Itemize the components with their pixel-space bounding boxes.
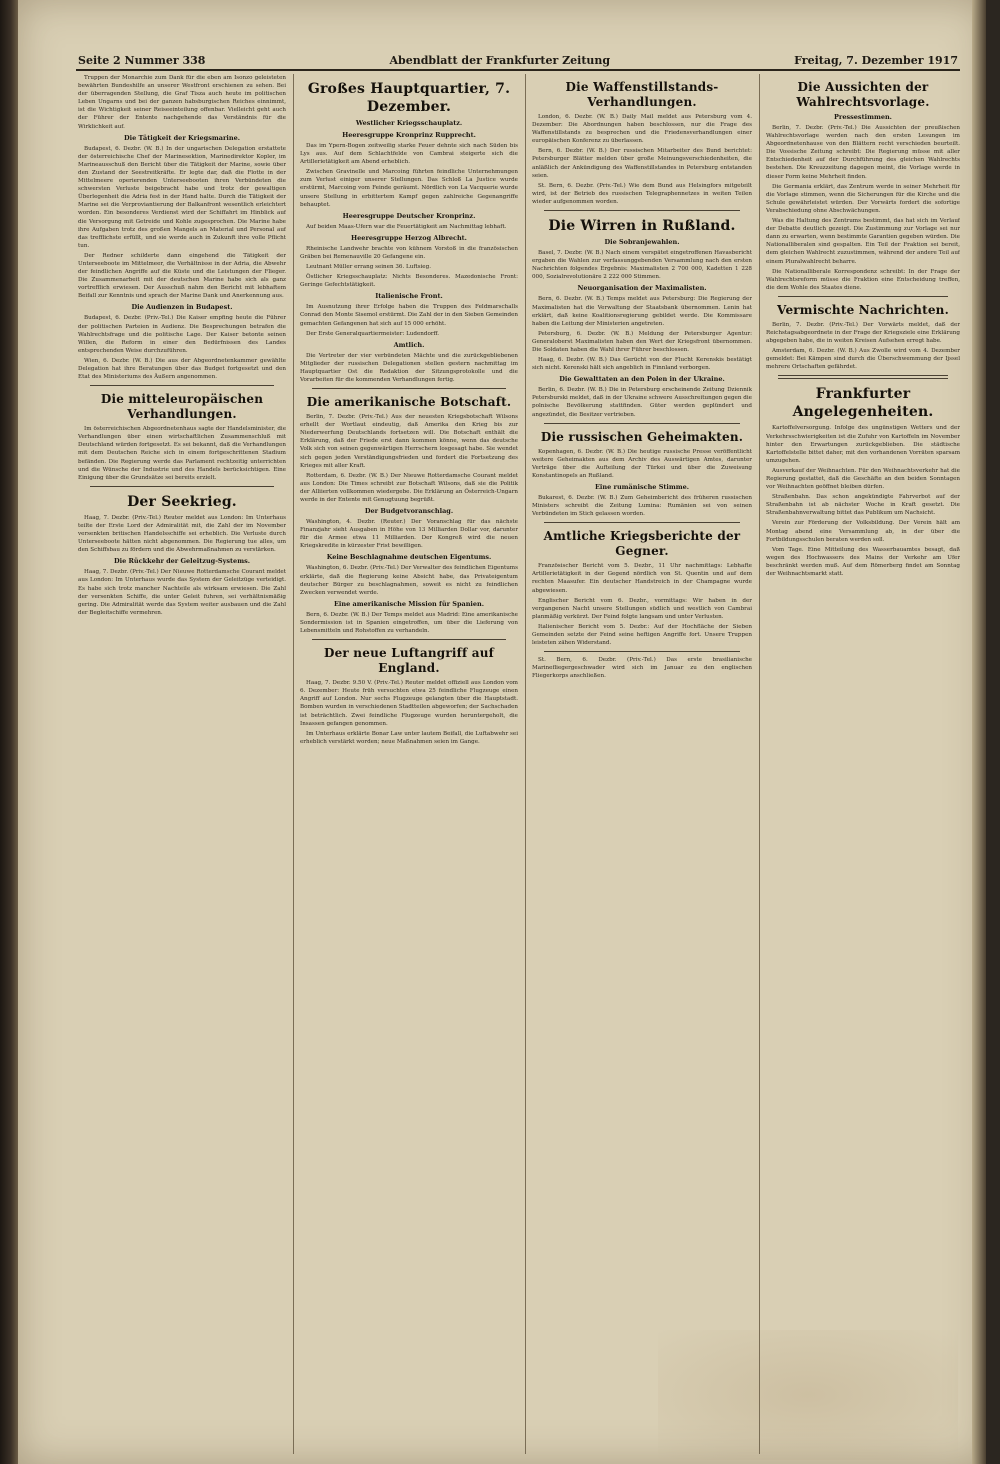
article-text: Haag, 7. Dezbr. 9.50 V. (Priv.-Tel.) Reuter meldet offiziell aus London vom 6. Dezember: Heute früh versuchten etwa 25 feindliche Flugzeuge einen Angriff auf London. Nur sechs Flugzeuge gelangten über die Hauptstadt. Bomben wurden in verschiedenen Stadtteilen abgeworfen; der Sachschaden ist beträchtlich. Zwei feindliche Flugzeuge wurden heruntergeholt, die Insassen gefangen genommen. [300,680,518,727]
article-text: Östlicher Kriegsschauplatz: Nichts Besonderes. Mazedonische Front: Geringe Gefechtstätigkeit. [300,274,518,289]
subheading: Heeresgruppe Herzog Albrecht. [351,233,467,242]
subheading: Die Rückkehr der Geleitzug-Systems. [113,557,250,566]
article-text: Petersburg, 6. Dezbr. (W. B.) Meldung der Petersburger Agentur: Generaloberst Maximalisten haben den Wert der Kriegsfront übernommen. Die Soldaten haben die Wahl ihrer Führer beschlossen. [532,330,752,353]
section-heading: Der Seekrieg. [127,493,237,510]
subheading: Die Audienzen in Budapest. [131,303,233,312]
article-text: Bern, 6. Dezbr. (W. B.) Temps meldet aus Petersburg: Die Regierung der Maximalisten hat die Verwaltung der Staatsbank übernommen. Lenin hat erklärt, daß keine Koalitionsregierung gebildet werde. Die Kommissare haben die Leitung der Ministerien angetreten. [532,296,752,327]
article-text: Kopenhagen, 6. Dezbr. (W. B.) Die heutige russische Presse veröffentlicht weitere Geheimakten aus dem Archiv des Auswärtigen Amtes, darunter Verträge über die Aufteilung der Türkei und über die Zuweisung Konstantinopels an Rußland. [532,448,752,479]
section-heading: Die Wirren in Rußland. [548,218,736,235]
article-text: Haag, 6. Dezbr. (W. B.) Das Gerücht von der Flucht Kerenskis bestätigt sich nicht. Kerenski hält sich angeblich in Finnland verborgen. [532,357,752,372]
column-3 [532,74,752,1454]
article-text: Truppen der Monarchie zum Dank für die eben am Isonzo geleisteten bewährten Bundeshilfe an unserer Westfront erschienen zu sehen. Bei der überragenden Stellung, die Graf Tisza auch heute im politischen Leben Ungarns und bei der ganzen habsburgischen Reiches einnimmt, ist die Wichtigkeit seiner Reiseeinteilung offenbar. Vielleicht geht auch der Führer der Entente nachgehende das Verständnis für die Wirklichkeit auf. [78,75,286,130]
article-text: Englischer Bericht vom 6. Dezbr., vormittags: Wir haben in der vergangenen Nacht unsere Stellungen südlich und westlich von Cambrai planmäßig verkürzt. Der Feind folgte langsam und unter Verlusten. [532,597,752,620]
newspaper-title: Abendblatt der Frankfurter Zeitung [389,53,611,67]
book-binding [0,0,18,1464]
article-text: Zwischen Gravinelle und Marcoing führten feindliche Unternehmungen zum Verlust einiger unserer Stellungen. Das Schloß La Justice wurde erstürmt, Marcoing vom Feinde geräumt. Nördlich von La Vacquerie wurde unsere Stellung in erbittertem Kampf gegen zahlreiche Gegenangriffe behauptet. [300,169,518,208]
subheading: Pressestimmen. [834,113,892,121]
article-text: Was die Haltung des Zentrums bestimmt, das hat sich im Verlauf der Debatte deutlich gezeigt. Die Zustimmung zur Vorlage sei nur dann zu erwarten, wenn bestimmte Garantien gegeben würden. Die Nationalliberalen sind gespalten. Ein Teil der Fraktion sei bereit, dem gleichen Wahlrecht zuzustimmen, während der andere Teil auf einem Pluralwahlrecht beharre. [766,218,960,265]
subheading: Heeresgruppe Deutscher Kronprinz. [342,211,476,220]
section-heading: Die russischen Geheimakten. [540,429,744,444]
column-divider [759,74,760,1454]
page-edge [972,0,986,1464]
column-4 [766,74,960,1454]
column-divider [525,74,526,1454]
article-text: Berlin, 7. Dezbr. (Priv.-Tel.) Der Vorwärts meldet, daß der Reichstagsabgeordnete in der Frage der Kriegsziele eine Erklärung abgegeben habe, die in weiten Kreisen Aufsehen erregt habe. [766,321,960,345]
article-text: Die Germania erklärt, das Zentrum werde in seiner Mehrheit für die Vorlage stimmen, wenn die Sicherungen für die Kirche und die Schule gewährleistet würden. Der Vorwärts fordert die sofortige Verabschiedung ohne Abschwächungen. [766,183,960,214]
article-text: Die Nationalliberale Korrespondenz schreibt: In der Frage der Wahlrechtsreform müsse die Fraktion eine Entscheidung treffen, die dem Wohle des Staates diene. [766,268,960,291]
section-heading: Frankfurter Angelegenheiten. [792,386,934,421]
section-heading: Der neue Luftangriff auf England. [323,646,495,676]
article-text: Bukarest, 6. Dezbr. (W. B.) Zum Geheimbericht des früheren russischen Ministers schreibt die Zeitung Lumina: Rumänien sei von seinen Verbündeten im Stich gelassen worden. [532,495,752,518]
column-2 [300,74,518,1454]
masthead-rule [76,69,960,71]
section-heading: Die Aussichten der Wahlrechtsvorlage. [796,80,930,109]
article-text: Washington, 4. Dezbr. (Reuter.) Der Voranschlag für das nächste Finanzjahr sieht Ausgaben in Höhe von 13 Milliarden Dollar vor, darunter für die Armee etwa 11 Milliarden. Der Kongreß wird die neuen Kriegskredite in kürzester Frist bewilligen. [300,519,518,550]
article-text: Berlin, 6. Dezbr. (W. B.) Die in Petersburg erscheinende Zeitung Dziennik Petersburski meldet, daß in der Ukraine schwere Ausschreitungen gegen die polnische Bevölkerung stattfinden. Güter werden geplündert und angezündet, die Besitzer vertrieben. [532,387,752,418]
article-text: Bern, 6. Dezbr. (W. B.) Der Temps meldet aus Madrid: Eine amerikanische Sondermission ist in Spanien eingetroffen, um über die Lieferung von Lebensmitteln und Rohstoffen zu verhandeln. [300,611,518,635]
section-heading: Die amerikanische Botschaft. [306,395,512,410]
article-text: Die Vertreter der vier verbündeten Mächte und die zurückgebliebenen Mitglieder der russischen Delegationen stellen gestern nachmittag im Hauptquartier Ost die Redaktion der Sitzungsprotokolle und die Vorarbeiten für die kommenden Verhandlungen fertig. [300,352,518,383]
section-heading: Amtliche Kriegsberichte der Gegner. [543,529,741,559]
subheading: Die Sobranjewahlen. [604,238,680,247]
subheading: Die Gewalttaten an den Polen in der Ukraine. [559,375,725,384]
article-text: Ausverkauf der Weihnachten. Für den Weihnachtsverkehr hat die Regierung gestattet, daß die Geschäfte an den beiden Sonntagen vor Weihnachten geöffnet bleiben dürfen. [766,467,960,491]
subheading: Amtlich. [393,340,425,349]
article-text: Basel, 7. Dezbr. (W. B.) Nach einem verspätet eingetroffenen Havasbericht ergaben die Wahlen zur verfassunggebenden Versammlung nach den ersten Nachrichten folgendes Ergebnis: Maximalisten 2 700 000, Kadetten 1 228 000, Sozialrevolutionäre 2 222 000 Stimmen. [532,250,752,281]
section-rule [544,423,740,424]
article-text: Rheinische Landwehr brachte von kühnem Vorstoß in die französischen Gräben bei Remenauville 20 Gefangene ein. [300,245,518,260]
section-rule [778,375,948,379]
article-text: Auf beiden Maas-Ufern war die Feuertätigkeit am Nachmittag lebhaft. [306,223,507,230]
section-rule [312,639,506,640]
article-text: Französischer Bericht vom 5. Dezbr., 11 Uhr nachmittags: Lebhafte Artillerietätigkeit in der Gegend nördlich von St. Quentin und auf dem rechten Maasufer. Ein deutscher Handstreich in der Champagne wurde abgewiesen. [532,563,752,594]
subheading: Eine rumänische Stimme. [594,483,690,491]
page-number: Seite 2 Nummer 338 [78,53,206,67]
article-text: St. Bern, 6. Dezbr. (Priv.-Tel.) Das erste brasilianische Marinefliegergeschwader wird sich im Januar zu den englischen Fliegerkorps anschließen. [532,657,752,680]
subheading: Neuorganisation der Maximalisten. [577,284,707,293]
article-text: Bern, 6. Dezbr. (W. B.) Der russischen Mitarbeiter des Bund berichtet: Petersburger Blätter melden über große Meinungsverschiedenheiten, die anläßlich der Ankündigung des Waffenstillstandes in Petersburg entstanden seien. [532,148,752,179]
section-rule [312,388,506,389]
article-text: Haag, 7. Dezbr. (Priv.-Tel.) Reuter meldet aus London: Im Unterhaus teilte der Erste Lord der Admiralität mit, die Zahl der im November versenkten britischen Handelsschiffe sei erheblich. Die Verluste durch Unterseeboote hätten nicht abgenommen. Die Regierung tue alles, um den Schiffsbau zu fördern und die Abwehrmaßnahmen zu verstärken. [78,514,286,554]
article-text: Leutnant Müller errang seinen 36. Luftsieg. [306,264,431,271]
article-text: Der Erste Generalquartiermeister: Ludendorff. [306,330,440,337]
article-text: Berlin, 7. Dezbr. (Priv.-Tel.) Die Aussichten der preußischen Wahlrechtsvorlage werden nach den ersten Lesungen im Abgeordnetenhause von den Blättern recht verschieden beurteilt. Die Vossische Zeitung schreibt: Die Regierung müsse mit aller Entschiedenheit auf der Durchführung des gleichen Wahlrechts bestehen. Die Kreuzzeitung dagegen meint, die Vorlage werde in dieser Form keine Mehrheit finden. [766,125,960,180]
article-text: Budapest, 6. Dezbr. (W. B.) In der ungarischen Delegation erstattete der österreichische Chef der Marinesektion, Marinedirektor Kopler, im Marineausschuß den Bericht über die Tätigkeit der Marine, sowie über den Zustand der Seestreitkräfte. Er legte dar, daß die Flotte in der Mittelmeere operierenden Unterseebooten ihren Verbündeten die schwersten Verluste beigebracht habe und trotz der gewaltigen Überlegenheit die Adria fest in der Hand halte. Durch die Tätigkeit der Marine sei die Verproviantierung der Balkanfront wesentlich erleichtert worden. Ein besonderes Verdienst wird der Schiffahrt im Hinblick auf die Versorgung mit Getreide und Kohle zugesprochen. Die Marine habe ihre Aufgaben trotz des großen Mangels an Material und Personal auf das trefflichste erfüllt, und sie werde auch in Zukunft ihre volle Pflicht tun. [78,145,286,249]
article-text: Berlin, 7. Dezbr. (Priv.-Tel.) Aus der neuesten Kriegsbotschaft Wilsons erhellt der Wortlaut eindeutig, daß Amerika den Krieg bis zur Niederwerfung Deutschlands fortsetzen will. Die Botschaft enthält die Erklärung, daß der Friede erst dann kommen könne, wenn das deutsche Volk sich von seinen gegenwärtigen Herrschern losgesagt habe. Sie wendet sich gegen jeden Verständigungsfrieden und fordert die Fortsetzung des Krieges mit aller Kraft. [300,414,518,469]
article-text: Vom Tage. Eine Mitteilung des Wasserbauamtes besagt, daß wegen des Hochwassers des Mains der Verkehr am Ufer beschränkt werden muß. Auf dem Römerberg findet am Sonntag der Weihnachtsmarkt statt. [766,546,960,578]
article-text: Straßenbahn. Das schon angekündigte Fahrverbot auf der Straßenbahn ist ab nächster Woche in Kraft gesetzt. Die Straßenbahnverwaltung bittet das Publikum um Nachsicht. [766,494,960,517]
section-rule [778,296,948,297]
section-rule [90,486,274,487]
article-text: Italienischer Bericht vom 5. Dezbr.: Auf der Hochfläche der Sieben Gemeinden setzte der Feind seine heftigen Angriffe fort. Unsere Truppen leisteten zähen Widerstand. [532,623,752,647]
article-text: St. Bern, 6. Dezbr. (Priv.-Tel.) Wie dem Bund aus Helsingfors mitgeteilt wird, ist der Betrieb des russischen Telegraphennetzes in weiten Teilen wieder aufgenommen worden. [532,182,752,205]
article-text: London, 6. Dezbr. (W. B.) Daily Mail meldet aus Petersburg vom 4. Dezember: Die Abordnungen haben beschlossen, nur die Frage des Waffenstillstands zu besprechen und die Friedensverhandlungen einer europäischen Konferenz zu überlassen. [532,114,752,145]
article-text: Der Redner schilderte dann eingehend die Tätigkeit der Unterseeboote im Mittelmeer, die Verhältnisse in der Adria, die Abwehr der feindlichen Angriffe auf die Küste und die Leistungen der Flieger. Die Zusammenarbeit mit der deutschen Marine habe sich als ganz vortrefflich erwiesen. Der Ausschuß nahm den Bericht mit lebhaftem Beifall zur Kenntnis und sprach der Marine Dank und Anerkennung aus. [78,252,286,300]
subheading: Die Tätigkeit der Kriegsmarine. [124,133,240,142]
article-text: Im österreichischen Abgeordnetenhaus sagte der Handelsminister, die Verhandlungen über einen wirtschaftlichen Zusammenschluß mit Deutschland würden fortgesetzt. Es sei bekannt, daß die Verhandlungen mit dem Deutschen Reiche sich in einem fortgeschrittenen Stadium befänden. Die Regierung werde das Parlament rechtzeitig unterrichten und die Wünsche der Industrie und des Handels berücksichtigen. Eine Einigung über die Grundsätze sei bereits erzielt. [78,426,286,481]
article-text: Das im Ypern-Bogen zeitweilig starke Feuer dehnte sich nach Süden bis Lys aus. Auf dem Schlachtfelde von Cambrai steigerte sich die Artillerietätigkeit am Abend erheblich. [300,143,518,166]
masthead [78,52,958,68]
article-text: Im Unterhaus erklärte Bonar Law unter lautem Beifall, die Luftabwehr sei erheblich verstärkt worden; neue Maßnahmen seien im Gange. [300,730,518,745]
subheading: Eine amerikanische Mission für Spanien. [333,599,485,608]
subheading: Italienische Front. [375,292,443,301]
issue-date: Freitag, 7. Dezember 1917 [794,53,958,67]
article-text: Washington, 6. Dezbr. (Priv.-Tel.) Der Verwalter des feindlichen Eigentums erklärte, daß die Regierung keine Absicht habe, das Privateigentum deutscher Bürger zu beschlagnahmen, soweit es nicht zu feindlichen Zwecken verwendet werde. [300,565,518,596]
article-text: Wien, 6. Dezbr. (W. B.) Die aus der Abgeordnetenkammer gewählte Delegation hat ihre Beratungen über das Budget fortgesetzt und den Etat des Ministeriums des Äußern angenommen. [78,357,286,381]
article-text: Im Ausnutzung ihrer Erfolge haben die Truppen des Feldmarschalls Conrad den Monte Sisemol erstürmt. Die Zahl der in den Sieben Gemeinden gemachten Gefangenen hat sich auf 15 000 erhöht. [300,304,518,327]
section-rule [544,651,740,652]
section-rule [544,522,740,523]
section-heading: Vermischte Nachrichten. [777,302,949,317]
section-heading: Die Waffenstillstands-Verhandlungen. [565,80,719,109]
article-text: Verein zur Förderung der Volksbildung. Der Verein hält am Montag abend eine Versammlung ab, in der über die Fortbildungsschulen beraten werden soll. [766,520,960,543]
section-rule [544,210,740,211]
column-1 [78,74,286,1454]
article-text: Kartoffelversorgung. Infolge des ungünstigen Wetters und der Verkehrsschwierigkeiten ist die Zufuhr von Kartoffeln im November hinter den Erwartungen zurückgeblieben. Die städtische Kartoffelstelle bittet daher, mit den vorhandenen Vorräten sparsam umzugehen. [766,425,960,464]
subheading: Westlicher Kriegsschauplatz. [355,119,463,127]
section-rule [90,385,274,386]
article-text: Haag, 7. Dezbr. (Priv.-Tel.) Der Nieuwe Rotterdamsche Courant meldet aus London: Im Unterhaus wurde das System der Geleitzüge verteidigt. Es habe sich trotz mancher Nachteile als wirksam erwiesen. Die Zahl der versenkten Schiffe, die unter Geleit fuhren, sei verhältnismäßig gering. Die Admiralität werde das System weiter ausbauen und die Zahl der Begleitschiffe vermehren. [78,569,286,616]
subheading: Der Budgetvoranschlag. [364,507,454,516]
column-divider [293,74,294,1454]
subheading: Heeresgruppe Kronprinz Rupprecht. [342,131,476,139]
article-text: Rotterdam, 6. Dezbr. (W. B.) Der Nieuwe Rotterdamsche Courant meldet aus London: Die Times schreibt zur Botschaft Wilsons, daß sie die Politik der Alliierten vollkommen wiedergebe. Die Erklärung an Österreich-Ungarn werde in der Entente mit Genugtuung begrüßt. [300,472,518,503]
section-heading: Die mitteleuropäischen Verhandlungen. [100,392,264,422]
subheading: Keine Beschlagnahme deutschen Eigentums. [326,553,492,562]
article-text: Amsterdam, 6. Dezbr. (W. B.) Aus Zwolle wird vom 4. Dezember gemeldet: Bei Kämpen sind durch die Überschwemmung der Ijssel mehrere Ortschaften gefährdet. [766,348,960,371]
section-heading: Großes Hauptquartier, 7. Dezember. [307,81,511,115]
article-text: Budapest, 6. Dezbr. (Priv.-Tel.) Die Kaiser empfing heute die Führer der politischen Parteien in Audienz. Die Besprechungen betrafen die Wahlrechtsfrage und die politische Lage. Der Kaiser betonte seinen Willen, die Reform in einer den Bedürfnissen des Landes entsprechenden Weise durchzuführen. [78,315,286,354]
